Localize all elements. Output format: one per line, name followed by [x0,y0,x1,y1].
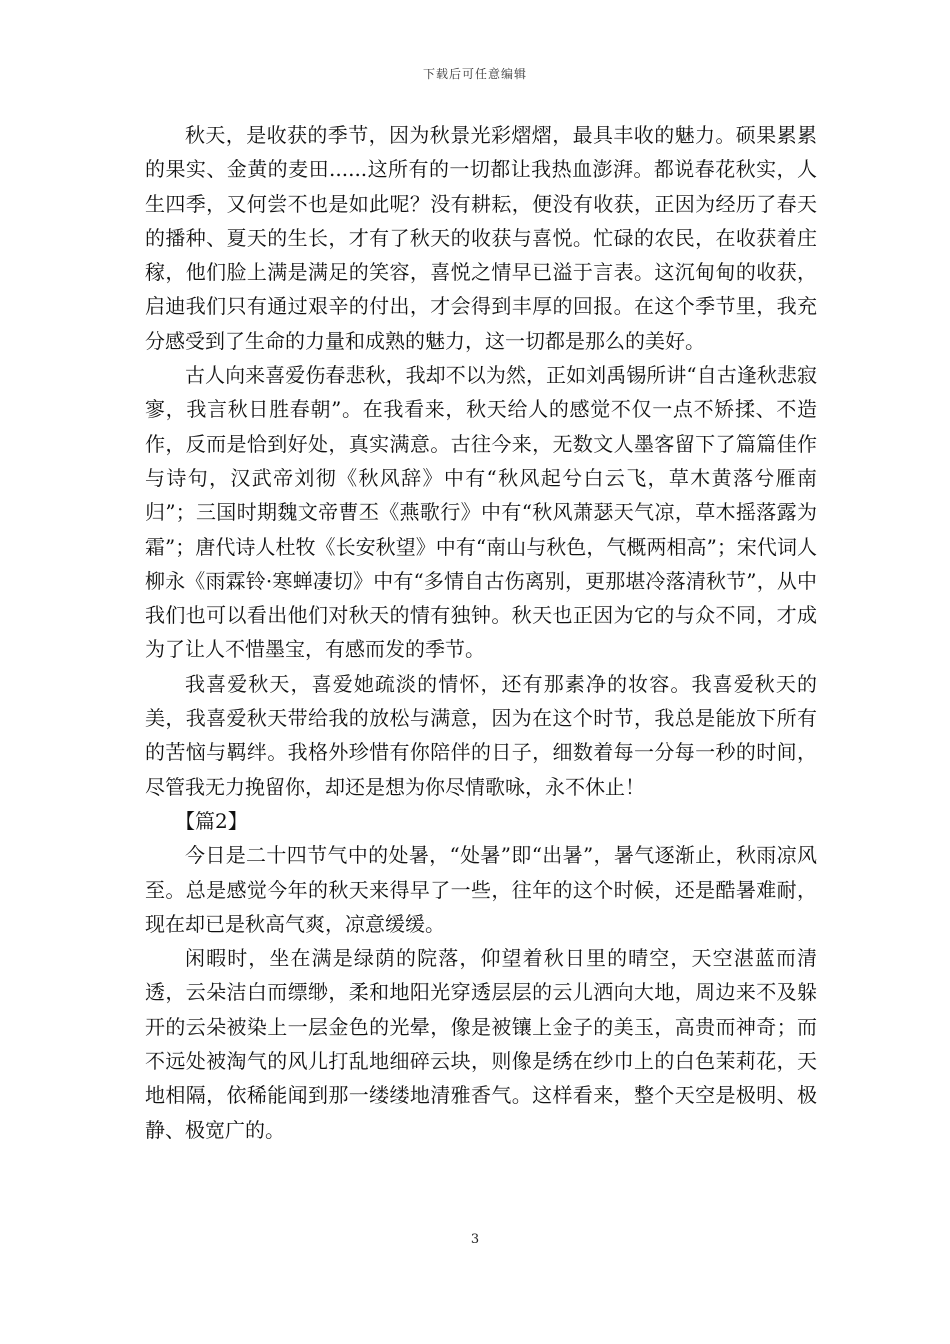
page-header: 下载后可任意编辑 [422,67,527,81]
paragraph-love-autumn: 我喜爱秋天，喜爱她疏淡的情怀，还有那素净的妆容。我喜爱秋天的美，我喜爱秋天带给我的放松与满意，因为在这个时节，我总是能放下所有的苦恼与羁绊。我格外珍惜有你陪伴的日子，细数着每一分每一秒的时间，尽管我无力挽留你，却还是想为你尽情歌咏，永不休止！ [145,671,817,799]
paragraph-end-of-heat: 今日是二十四节气中的处暑，“处暑”即“出暑”，暑气逐渐止，秋雨凉风至。总是感觉今年的秋天来得早了一些，往年的这个时候，还是酷暑难耐，现在却已是秋高气爽，凉意缓缓。 [145,843,817,936]
paragraph-autumn-harvest: 秋天，是收获的季节，因为秋景光彩熠熠，最具丰收的魅力。硕果累累的果实、金黄的麦田......这所有的一切都让我热血澎湃。都说春花秋实，人生四季，又何尝不也是如此呢？没有耕耘，便没有收获，正因为经历了春天的播种、夏天的生长，才有了秋天的收获与喜悦。忙碌的农民，在收获着庄稼，他们脸上满是满足的笑容，喜悦之情早已溢于言表。这沉甸甸的收获，启迪我们只有通过艰辛的付出，才会得到丰厚的回报。在这个季节里，我充分感受到了生命的力量和成熟的魅力，这一切都是那么的美好。 [145,123,817,353]
paragraph-autumn-sky: 闲暇时，坐在满是绿荫的院落，仰望着秋日里的晴空，天空湛蓝而清透，云朵洁白而缥缈，柔和地阳光穿透层层的云儿洒向大地，周边来不及躲开的云朵被染上一层金色的光晕，像是被镶上金子的美玉，高贵而神奇；而不远处被淘气的风儿打乱地细碎云块，则像是绣在纱巾上的白色茉莉花，天地相隔，依稀能闻到那一缕缕地清雅香气。这样看来，整个天空是极明、极静、极宽广的。 [145,946,817,1142]
document-body [145,118,817,1147]
page-number: 3 [470,1232,480,1247]
paragraph-ancient-poets: 古人向来喜爱伤春悲秋，我却不以为然，正如刘禹锡所讲“自古逢秋悲寂寥，我言秋日胜春朝”。在我看来，秋天给人的感觉不仅一点不矫揉、不造作，反而是恰到好处，真实满意。古往今来，无数文人墨客留下了篇篇佳作与诗句，汉武帝刘彻《秋风辞》中有“秋风起兮白云飞，草木黄落兮雁南归”；三国时期魏文帝曹丕《燕歌行》中有“秋风萧瑟天气凉，草木摇落露为霜”；唐代诗人杜牧《长安秋望》中有“南山与秋色，气概两相高”；宋代词人柳永《雨霖铃·寒蝉凄切》中有“多情自古伤离别，更那堪冷落清秋节”，从中我们也可以看出他们对秋天的情有独钟。秋天也正因为它的与众不同，才成为了让人不惜墨宝，有感而发的季节。 [145,363,817,662]
section-label: 【篇2】 [175,808,248,833]
